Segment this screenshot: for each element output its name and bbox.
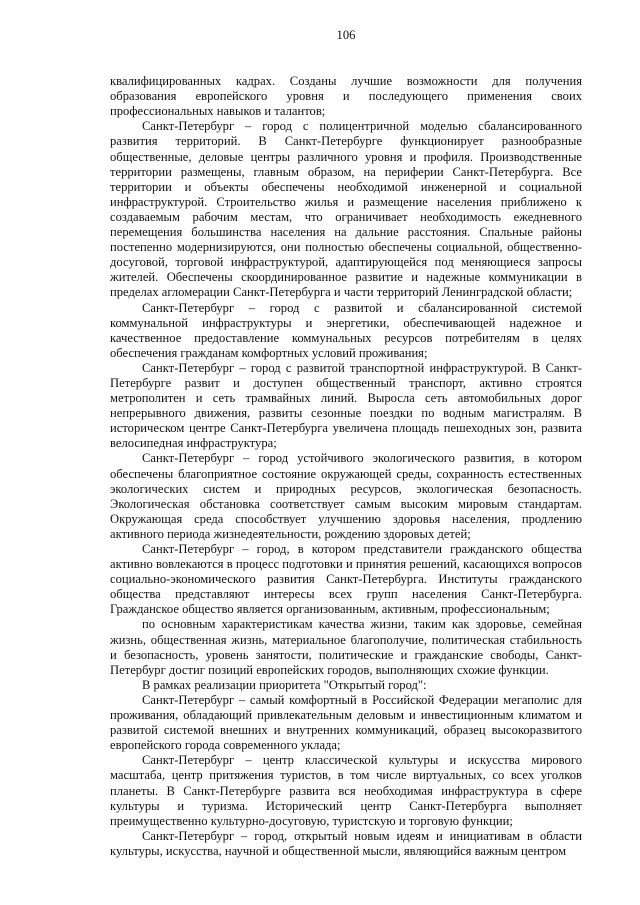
paragraph: Санкт-Петербург – город с полицентричной моделью сбалансированного развития территорий. В Санкт-Петербурге функционирует разнообразные общественные, деловые центры различного уровня и профиля. Производственные территории размещены, главным образом, на периферии Санкт-Петербурга. Все территории и объекты обеспечены необходимой инженерной и социальной инфраструктурой. Строительство жилья и размещение населения приближено к создаваемым рабочим местам, что ограничивает необходимость ежедневного перемещения большинства населения на дальние расстояния. Спальные районы постепенно модернизируются, они полностью обеспечены социальной, общественно-досуговой, торговой инфраструктурой, адаптирующейся под меняющиеся запросы жителей. Обеспечены скоординированное развитие и надежные коммуникации в пределах агломерации Санкт-Петербурга и части территорий Ленинградской области; [110,119,582,300]
paragraph: В рамках реализации приоритета "Открытый город": [142,677,427,692]
page-number: 106 [336,28,356,42]
paragraph: квалифицированных кадрах. Созданы лучшие возможности для получения образования европейского уровня и последующего применения своих профессиональных навыков и талантов; [110,74,582,119]
paragraph: Санкт-Петербург – центр классической культуры и искусства мирового масштаба, центр притяжения туристов, в том числе виртуальных, со всех уголков планеты. В Санкт-Петербурге развита вся необходимая инфраструктура в сфере культуры и туризма. Исторический центр Санкт-Петербурга выполняет преимущественно культурно-досуговую, туристскую и торговую функции; [110,753,582,828]
paragraph: Санкт-Петербург – город, в котором представители гражданского общества активно вовлекаются в процесс подготовки и принятия решений, касающихся вопросов социально-экономического развития Санкт-Петербурга. Институты гражданского общества представляют интересы всех групп населения Санкт-Петербурга. Гражданское общество является организованным, активным, профессиональным; [110,542,582,617]
paragraph: Санкт-Петербург – город устойчивого экологического развития, в котором обеспечены благоприятное состояние окружающей среды, сохранность естественных экологических систем и природных ресурсов, экологическая безопасность. Экологическая обстановка соответствует самым высоким мировым стандартам. Окружающая среда способствует улучшению здоровья населения, продлению активного периода жизнедеятельности, рождению здоровых детей; [110,451,582,541]
paragraph: по основным характеристикам качества жизни, таким как здоровье, семейная жизнь, общественная жизнь, материальное благополучие, политическая стабильность и безопасность, уровень занятости, политические и гражданские свободы, Санкт-Петербург достиг позиций европейских городов, выполняющих схожие функции. [110,617,582,677]
paragraph: Санкт-Петербург – город, открытый новым идеям и инициативам в области культуры, искусства, научной и общественной мысли, являющийся важным центром [110,828,582,858]
paragraph: Санкт-Петербург – самый комфортный в Российской Федерации мегаполис для проживания, обладающий привлекательным деловым и инвестиционным климатом и развитой системой внешних и внутренних коммуникаций, образец высокоразвитого европейского города современного уклада; [110,692,582,753]
paragraph: Санкт-Петербург – город с развитой и сбалансированной системой коммунальной инфраструктуры и энергетики, обеспечивающей надежное и качественное предоставление коммунальных ресурсов потребителям в целях обеспечения гражданам комфортных условий проживания; [110,300,582,360]
paragraph: Санкт-Петербург – город с развитой транспортной инфраструктурой. В Санкт-Петербурге развит и доступен общественный транспорт, активно строятся метрополитен и сеть трамвайных линий. Выросла сеть автомобильных дорог непрерывного движения, развиты сезонные поездки по водным магистралям. В историческом центре Санкт-Петербурга увеличена площадь пешеходных зон, развита велосипедная инфраструктура; [110,360,582,451]
document-body [110,74,582,859]
